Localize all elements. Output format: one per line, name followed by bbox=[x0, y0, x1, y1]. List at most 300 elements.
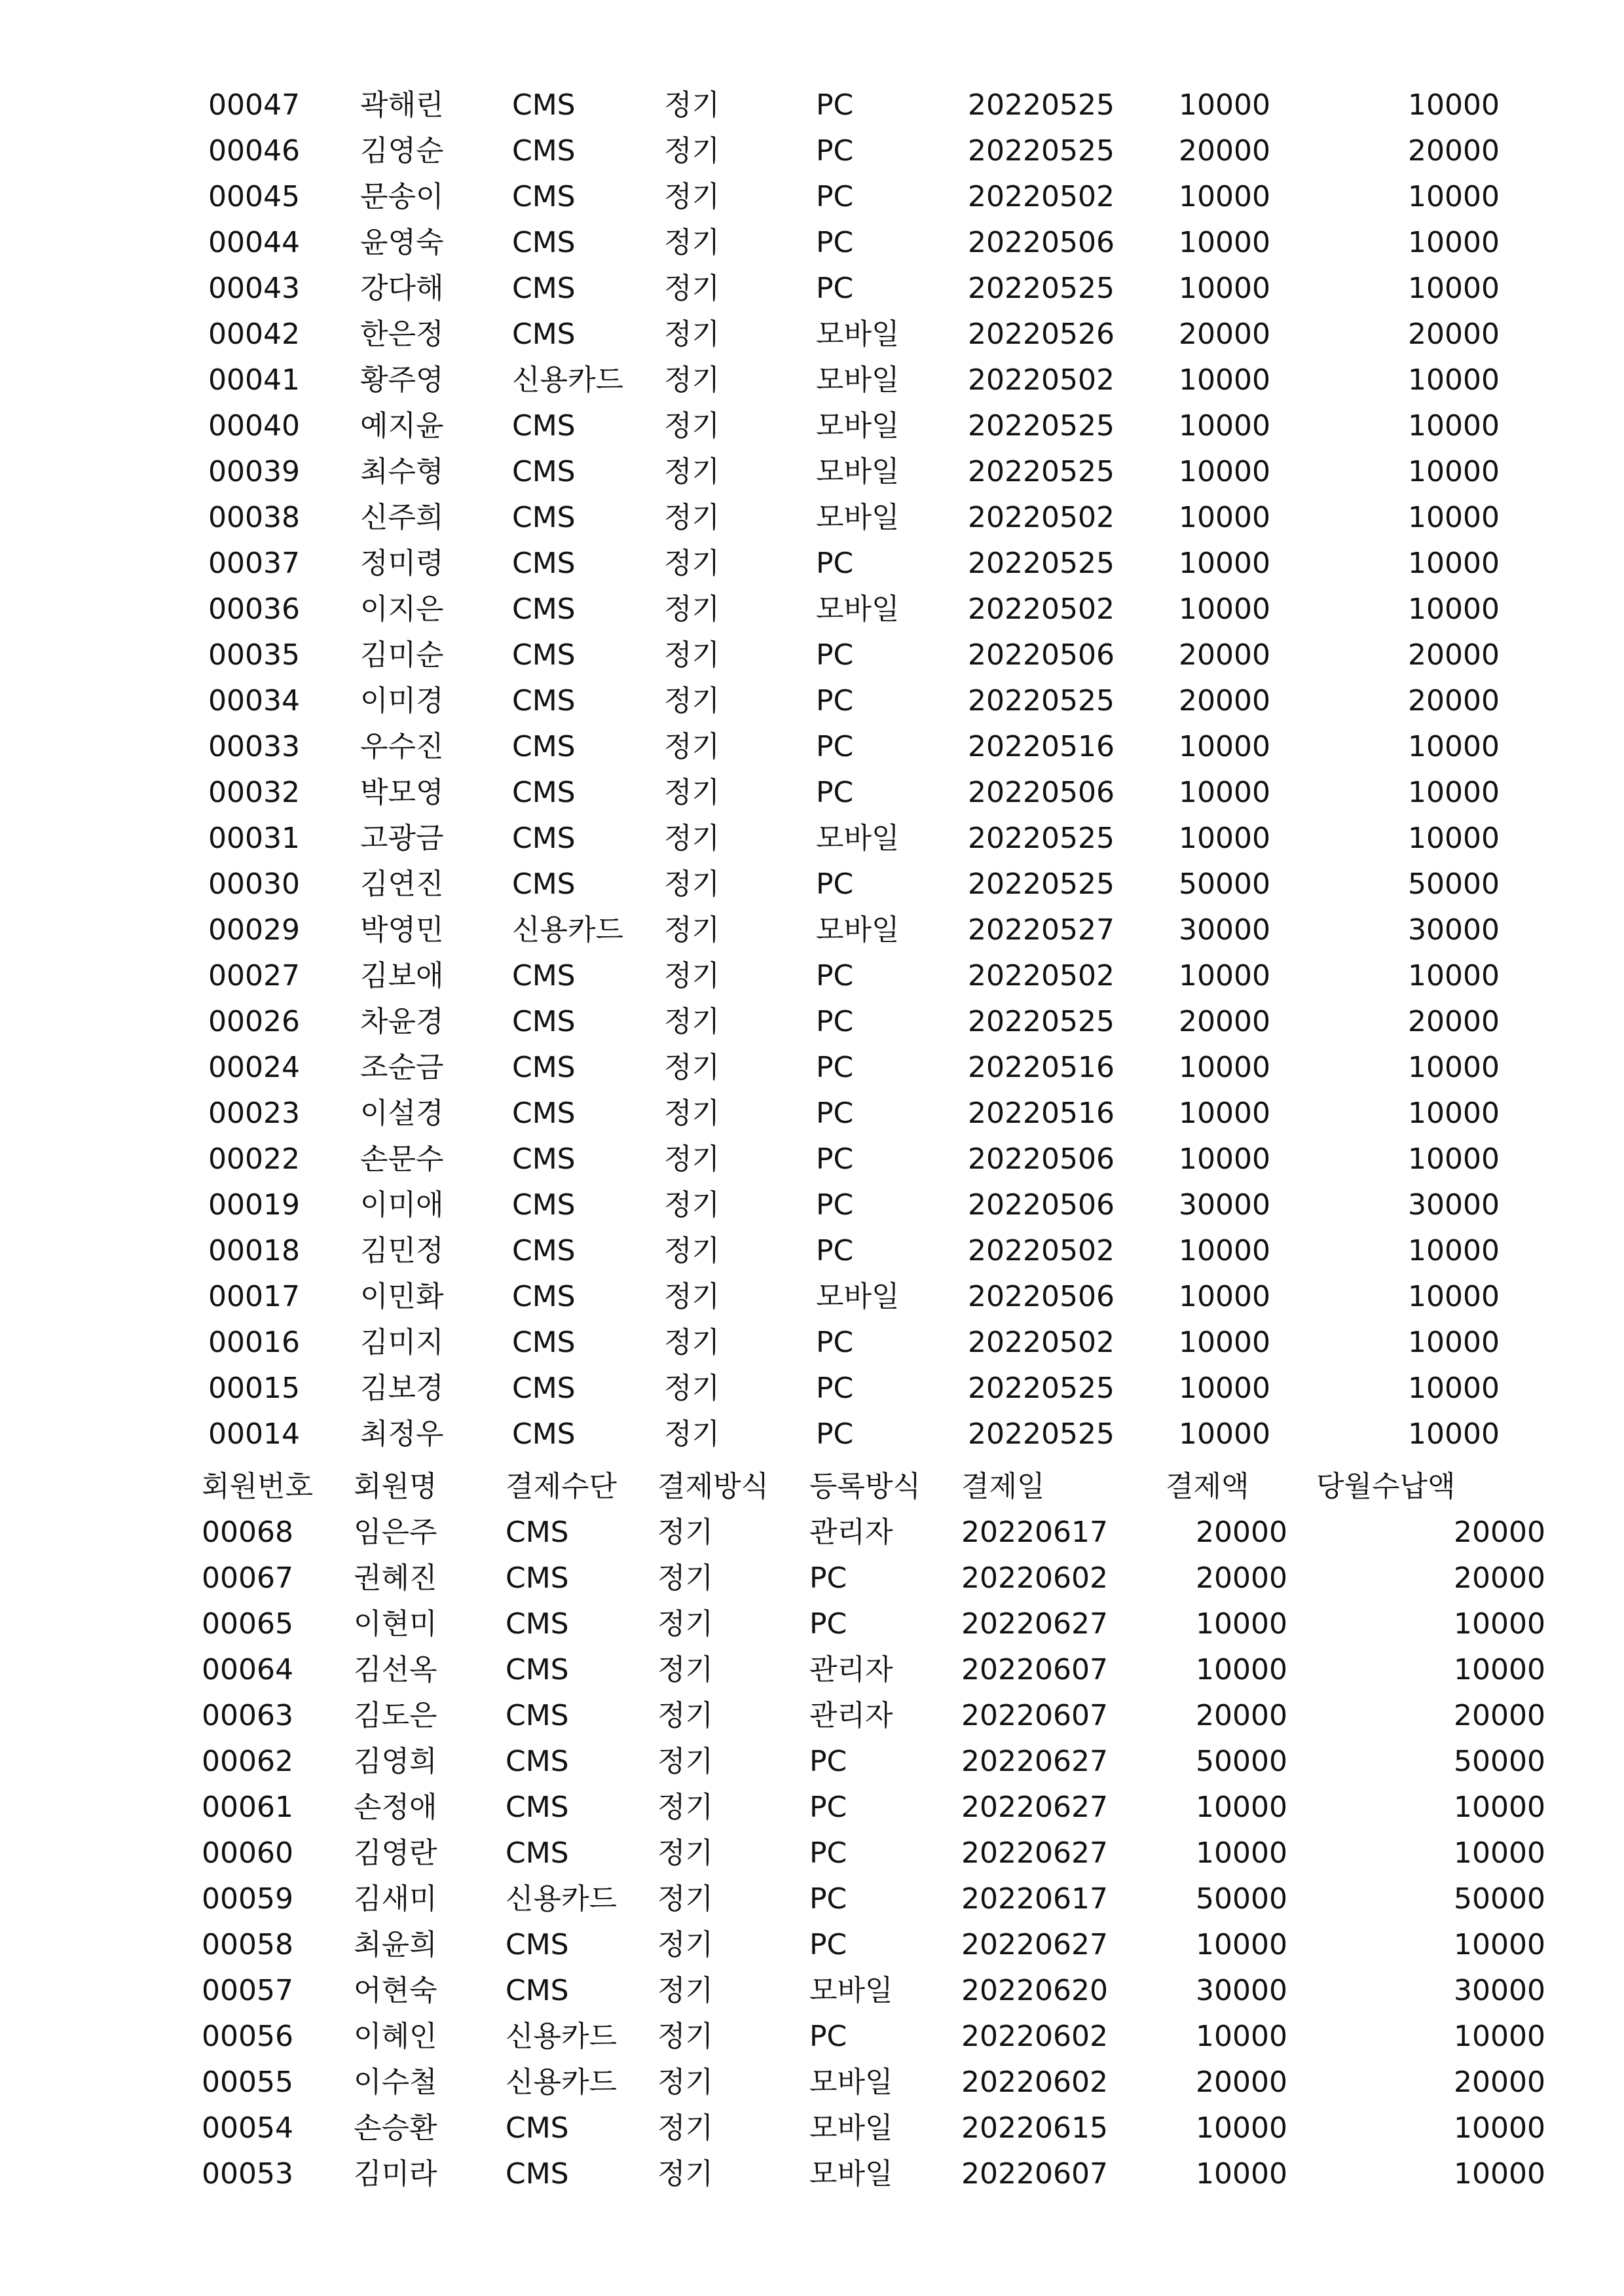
cell-member-name: 문송이 bbox=[360, 180, 444, 213]
cell-monthly-received-amount: 10000 bbox=[1408, 363, 1500, 397]
table-row bbox=[208, 770, 1500, 816]
cell-payment-type: 정기 bbox=[664, 501, 720, 534]
cell-payment-date: 20220502 bbox=[968, 1234, 1115, 1267]
cell-registration-method: PC bbox=[809, 2020, 847, 2053]
cell-payment-amount: 10000 bbox=[1179, 1051, 1270, 1084]
cell-payment-amount: 10000 bbox=[1179, 455, 1270, 488]
cell-monthly-received-amount: 10000 bbox=[1408, 547, 1500, 580]
cell-monthly-received-amount: 10000 bbox=[1454, 2157, 1545, 2191]
cell-registration-method: PC bbox=[816, 1417, 854, 1451]
column-header-member-id: 회원번호 bbox=[202, 1470, 314, 1503]
cell-payment-amount: 10000 bbox=[1179, 1142, 1270, 1176]
table-row bbox=[202, 1647, 1545, 1693]
cell-payment-method: CMS bbox=[512, 134, 576, 168]
cell-payment-amount: 30000 bbox=[1196, 1974, 1287, 2007]
cell-payment-type: 정기 bbox=[657, 1607, 714, 1641]
cell-payment-amount: 20000 bbox=[1179, 318, 1270, 351]
cell-payment-method: CMS bbox=[506, 1791, 569, 1824]
cell-member-name: 김민정 bbox=[360, 1234, 444, 1267]
cell-payment-method: CMS bbox=[512, 1417, 576, 1451]
cell-member-name: 김연진 bbox=[360, 867, 444, 901]
cell-payment-method: CMS bbox=[512, 1188, 576, 1222]
cell-member-name: 예지윤 bbox=[360, 409, 444, 443]
cell-registration-method: PC bbox=[816, 1326, 854, 1359]
cell-payment-amount: 10000 bbox=[1196, 2157, 1287, 2191]
column-header-payment-method: 결제수단 bbox=[506, 1470, 618, 1503]
cell-payment-method: CMS bbox=[512, 1326, 576, 1359]
cell-payment-type: 정기 bbox=[664, 455, 720, 488]
cell-member-id: 00026 bbox=[208, 1005, 300, 1038]
table-row bbox=[208, 1366, 1500, 1412]
cell-monthly-received-amount: 20000 bbox=[1408, 318, 1500, 351]
cell-member-id: 00065 bbox=[202, 1607, 293, 1641]
cell-payment-amount: 50000 bbox=[1196, 1745, 1287, 1778]
cell-payment-amount: 20000 bbox=[1179, 134, 1270, 168]
cell-payment-amount: 10000 bbox=[1179, 363, 1270, 397]
cell-member-id: 00053 bbox=[202, 2157, 293, 2191]
cell-payment-amount: 30000 bbox=[1179, 1188, 1270, 1222]
cell-member-name: 이미경 bbox=[360, 684, 444, 718]
cell-member-id: 00054 bbox=[202, 2111, 293, 2145]
cell-registration-method: PC bbox=[816, 959, 854, 993]
cell-payment-type: 정기 bbox=[664, 547, 720, 580]
cell-payment-date: 20220525 bbox=[968, 1372, 1115, 1405]
cell-registration-method: PC bbox=[816, 272, 854, 305]
cell-payment-method: CMS bbox=[506, 1745, 569, 1778]
cell-payment-type: 정기 bbox=[664, 134, 720, 168]
cell-monthly-received-amount: 50000 bbox=[1408, 867, 1500, 901]
cell-registration-method: 관리자 bbox=[809, 1699, 893, 1732]
cell-registration-method: 모바일 bbox=[816, 501, 900, 534]
cell-payment-type: 정기 bbox=[657, 1882, 714, 1916]
cell-payment-method: 신용카드 bbox=[512, 913, 624, 947]
cell-payment-amount: 10000 bbox=[1179, 547, 1270, 580]
cell-payment-type: 정기 bbox=[664, 409, 720, 443]
cell-payment-amount: 10000 bbox=[1179, 501, 1270, 534]
cell-payment-type: 정기 bbox=[664, 318, 720, 351]
cell-payment-type: 정기 bbox=[664, 1097, 720, 1130]
cell-payment-method: CMS bbox=[512, 501, 576, 534]
cell-payment-method: CMS bbox=[506, 1607, 569, 1641]
table-row bbox=[202, 2105, 1545, 2151]
table-row bbox=[208, 1137, 1500, 1182]
cell-payment-date: 20220516 bbox=[968, 1051, 1115, 1084]
table-row bbox=[202, 2060, 1545, 2105]
cell-registration-method: 관리자 bbox=[809, 1516, 893, 1549]
cell-member-name: 고광금 bbox=[360, 822, 444, 855]
cell-member-id: 00064 bbox=[202, 1653, 293, 1686]
cell-registration-method: 모바일 bbox=[809, 2111, 893, 2145]
cell-monthly-received-amount: 20000 bbox=[1454, 1699, 1545, 1732]
table-row bbox=[202, 1968, 1545, 2014]
cell-payment-date: 20220627 bbox=[961, 1607, 1108, 1641]
cell-member-name: 김도은 bbox=[354, 1699, 437, 1732]
cell-payment-date: 20220526 bbox=[968, 318, 1115, 351]
cell-monthly-received-amount: 10000 bbox=[1454, 2111, 1545, 2145]
cell-member-id: 00022 bbox=[208, 1142, 300, 1176]
cell-member-id: 00061 bbox=[202, 1791, 293, 1824]
cell-payment-date: 20220602 bbox=[961, 1561, 1108, 1595]
cell-payment-date: 20220502 bbox=[968, 1326, 1115, 1359]
cell-payment-method: CMS bbox=[506, 2111, 569, 2145]
column-header-member-name: 회원명 bbox=[354, 1470, 437, 1503]
cell-payment-type: 정기 bbox=[664, 776, 720, 809]
cell-registration-method: 모바일 bbox=[816, 455, 900, 488]
cell-payment-type: 정기 bbox=[657, 1516, 714, 1549]
cell-payment-amount: 10000 bbox=[1179, 1097, 1270, 1130]
cell-member-name: 이혜인 bbox=[354, 2020, 437, 2053]
cell-payment-type: 정기 bbox=[664, 180, 720, 213]
cell-payment-date: 20220525 bbox=[968, 88, 1115, 122]
cell-payment-type: 정기 bbox=[657, 2157, 714, 2191]
table-row bbox=[208, 449, 1500, 495]
table-row bbox=[202, 1601, 1545, 1647]
cell-registration-method: 모바일 bbox=[816, 409, 900, 443]
table-row bbox=[208, 678, 1500, 724]
cell-payment-method: 신용카드 bbox=[506, 2066, 618, 2099]
cell-member-id: 00045 bbox=[208, 180, 300, 213]
cell-payment-method: CMS bbox=[512, 180, 576, 213]
cell-member-name: 김새미 bbox=[354, 1882, 437, 1916]
cell-member-name: 김미순 bbox=[360, 638, 444, 672]
column-header-payment-type: 결제방식 bbox=[657, 1470, 769, 1503]
cell-payment-date: 20220506 bbox=[968, 1188, 1115, 1222]
cell-payment-amount: 10000 bbox=[1179, 1326, 1270, 1359]
cell-registration-method: PC bbox=[809, 1745, 847, 1778]
cell-payment-amount: 10000 bbox=[1179, 592, 1270, 626]
cell-payment-date: 20220516 bbox=[968, 1097, 1115, 1130]
cell-registration-method: PC bbox=[809, 1791, 847, 1824]
cell-member-id: 00036 bbox=[208, 592, 300, 626]
cell-payment-date: 20220525 bbox=[968, 822, 1115, 855]
cell-member-id: 00018 bbox=[208, 1234, 300, 1267]
cell-payment-date: 20220502 bbox=[968, 501, 1115, 534]
cell-payment-date: 20220627 bbox=[961, 1745, 1108, 1778]
cell-member-id: 00062 bbox=[202, 1745, 293, 1778]
column-header-payment-amount: 결제액 bbox=[1166, 1470, 1249, 1503]
cell-monthly-received-amount: 10000 bbox=[1408, 1234, 1500, 1267]
cell-registration-method: 모바일 bbox=[816, 1280, 900, 1313]
cell-registration-method: PC bbox=[809, 1607, 847, 1641]
cell-payment-amount: 20000 bbox=[1179, 684, 1270, 718]
table-row bbox=[208, 1091, 1500, 1137]
cell-payment-method: CMS bbox=[506, 1653, 569, 1686]
cell-registration-method: PC bbox=[816, 547, 854, 580]
cell-member-name: 임은주 bbox=[354, 1516, 437, 1549]
cell-member-name: 윤영숙 bbox=[360, 226, 444, 259]
cell-payment-amount: 10000 bbox=[1196, 1928, 1287, 1961]
cell-payment-amount: 10000 bbox=[1179, 1234, 1270, 1267]
cell-registration-method: PC bbox=[816, 1188, 854, 1222]
cell-member-id: 00034 bbox=[208, 684, 300, 718]
cell-payment-type: 정기 bbox=[664, 1417, 720, 1451]
cell-payment-date: 20220502 bbox=[968, 959, 1115, 993]
cell-payment-type: 정기 bbox=[664, 592, 720, 626]
cell-monthly-received-amount: 10000 bbox=[1454, 1836, 1545, 1870]
column-header-monthly-received-amount: 당월수납액 bbox=[1316, 1470, 1456, 1503]
cell-payment-date: 20220525 bbox=[968, 867, 1115, 901]
cell-payment-date: 20220516 bbox=[968, 730, 1115, 763]
cell-member-id: 00030 bbox=[208, 867, 300, 901]
cell-registration-method: PC bbox=[816, 180, 854, 213]
cell-payment-method: CMS bbox=[512, 1234, 576, 1267]
cell-payment-date: 20220607 bbox=[961, 1653, 1108, 1686]
cell-payment-type: 정기 bbox=[664, 363, 720, 397]
cell-member-name: 차윤경 bbox=[360, 1005, 444, 1038]
cell-monthly-received-amount: 30000 bbox=[1408, 1188, 1500, 1222]
cell-payment-date: 20220527 bbox=[968, 913, 1115, 947]
cell-payment-type: 정기 bbox=[664, 867, 720, 901]
cell-registration-method: PC bbox=[816, 88, 854, 122]
table-row bbox=[208, 1182, 1500, 1228]
cell-registration-method: PC bbox=[816, 684, 854, 718]
table-row bbox=[202, 1831, 1545, 1876]
cell-monthly-received-amount: 20000 bbox=[1454, 1561, 1545, 1595]
cell-member-name: 이지은 bbox=[360, 592, 444, 626]
cell-payment-method: CMS bbox=[506, 1561, 569, 1595]
cell-payment-type: 정기 bbox=[657, 1928, 714, 1961]
cell-payment-method: CMS bbox=[512, 1280, 576, 1313]
cell-registration-method: PC bbox=[816, 1051, 854, 1084]
cell-member-name: 이수철 bbox=[354, 2066, 437, 2099]
cell-member-name: 이민화 bbox=[360, 1280, 444, 1313]
cell-registration-method: 모바일 bbox=[816, 913, 900, 947]
cell-member-name: 이현미 bbox=[354, 1607, 437, 1641]
table-row bbox=[208, 357, 1500, 403]
cell-payment-amount: 10000 bbox=[1179, 822, 1270, 855]
cell-payment-method: CMS bbox=[512, 592, 576, 626]
cell-registration-method: PC bbox=[816, 226, 854, 259]
cell-monthly-received-amount: 10000 bbox=[1408, 592, 1500, 626]
cell-member-name: 박영민 bbox=[360, 913, 444, 947]
cell-registration-method: PC bbox=[809, 1882, 847, 1916]
cell-monthly-received-amount: 10000 bbox=[1408, 1142, 1500, 1176]
cell-payment-amount: 10000 bbox=[1196, 1791, 1287, 1824]
cell-member-name: 조순금 bbox=[360, 1051, 444, 1084]
table-row bbox=[208, 816, 1500, 862]
cell-member-id: 00027 bbox=[208, 959, 300, 993]
cell-member-name: 우수진 bbox=[360, 730, 444, 763]
cell-payment-date: 20220627 bbox=[961, 1928, 1108, 1961]
cell-member-id: 00029 bbox=[208, 913, 300, 947]
cell-payment-method: CMS bbox=[512, 1005, 576, 1038]
cell-member-id: 00043 bbox=[208, 272, 300, 305]
cell-payment-amount: 10000 bbox=[1179, 1417, 1270, 1451]
cell-member-name: 이설경 bbox=[360, 1097, 444, 1130]
cell-monthly-received-amount: 10000 bbox=[1454, 1791, 1545, 1824]
cell-monthly-received-amount: 10000 bbox=[1408, 180, 1500, 213]
cell-payment-amount: 10000 bbox=[1179, 1372, 1270, 1405]
cell-payment-date: 20220607 bbox=[961, 2157, 1108, 2191]
table-row bbox=[208, 82, 1500, 128]
cell-payment-amount: 10000 bbox=[1179, 88, 1270, 122]
cell-payment-amount: 20000 bbox=[1179, 1005, 1270, 1038]
cell-payment-type: 정기 bbox=[657, 2066, 714, 2099]
cell-monthly-received-amount: 20000 bbox=[1408, 134, 1500, 168]
cell-payment-type: 정기 bbox=[664, 226, 720, 259]
cell-monthly-received-amount: 10000 bbox=[1408, 409, 1500, 443]
payments-table-body bbox=[208, 82, 1500, 1457]
cell-monthly-received-amount: 30000 bbox=[1454, 1974, 1545, 2007]
cell-member-id: 00063 bbox=[202, 1699, 293, 1732]
cell-monthly-received-amount: 10000 bbox=[1408, 1417, 1500, 1451]
cell-member-id: 00056 bbox=[202, 2020, 293, 2053]
cell-monthly-received-amount: 10000 bbox=[1408, 776, 1500, 809]
cell-payment-type: 정기 bbox=[664, 1280, 720, 1313]
cell-payment-method: CMS bbox=[512, 959, 576, 993]
cell-payment-method: 신용카드 bbox=[512, 363, 624, 397]
cell-monthly-received-amount: 50000 bbox=[1454, 1882, 1545, 1916]
cell-monthly-received-amount: 10000 bbox=[1408, 1097, 1500, 1130]
cell-payment-amount: 20000 bbox=[1196, 1561, 1287, 1595]
cell-registration-method: PC bbox=[816, 867, 854, 901]
cell-payment-date: 20220506 bbox=[968, 638, 1115, 672]
cell-payment-date: 20220525 bbox=[968, 272, 1115, 305]
cell-payment-method: CMS bbox=[506, 1928, 569, 1961]
cell-monthly-received-amount: 20000 bbox=[1408, 638, 1500, 672]
cell-member-id: 00067 bbox=[202, 1561, 293, 1595]
cell-member-id: 00017 bbox=[208, 1280, 300, 1313]
cell-payment-amount: 20000 bbox=[1196, 1516, 1287, 1549]
cell-member-name: 이미애 bbox=[360, 1188, 444, 1222]
cell-payment-method: CMS bbox=[506, 2157, 569, 2191]
cell-payment-amount: 10000 bbox=[1196, 2111, 1287, 2145]
cell-registration-method: PC bbox=[816, 134, 854, 168]
payments-table-may bbox=[208, 82, 1500, 1457]
cell-payment-date: 20220502 bbox=[968, 363, 1115, 397]
cell-member-name: 김미라 bbox=[354, 2157, 437, 2191]
cell-registration-method: 모바일 bbox=[816, 592, 900, 626]
cell-payment-date: 20220627 bbox=[961, 1836, 1108, 1870]
cell-registration-method: PC bbox=[816, 1142, 854, 1176]
cell-member-name: 곽해린 bbox=[360, 88, 444, 122]
table-row bbox=[208, 174, 1500, 220]
table-row bbox=[208, 1274, 1500, 1320]
cell-monthly-received-amount: 20000 bbox=[1454, 1516, 1545, 1549]
table-row bbox=[208, 587, 1500, 632]
cell-monthly-received-amount: 10000 bbox=[1408, 959, 1500, 993]
cell-member-name: 최정우 bbox=[360, 1417, 444, 1451]
cell-payment-method: CMS bbox=[512, 730, 576, 763]
cell-member-id: 00032 bbox=[208, 776, 300, 809]
cell-payment-date: 20220525 bbox=[968, 1005, 1115, 1038]
cell-registration-method: PC bbox=[809, 1928, 847, 1961]
cell-payment-method: CMS bbox=[512, 867, 576, 901]
cell-payment-method: CMS bbox=[512, 409, 576, 443]
cell-payment-method: CMS bbox=[512, 88, 576, 122]
cell-member-name: 한은정 bbox=[360, 318, 444, 351]
cell-payment-date: 20220502 bbox=[968, 592, 1115, 626]
cell-registration-method: PC bbox=[816, 1097, 854, 1130]
cell-payment-method: 신용카드 bbox=[506, 2020, 618, 2053]
cell-member-id: 00014 bbox=[208, 1417, 300, 1451]
cell-payment-amount: 50000 bbox=[1179, 867, 1270, 901]
cell-payment-amount: 10000 bbox=[1179, 409, 1270, 443]
cell-payment-type: 정기 bbox=[664, 1326, 720, 1359]
cell-payment-amount: 20000 bbox=[1196, 1699, 1287, 1732]
cell-member-id: 00057 bbox=[202, 1974, 293, 2007]
table-row bbox=[202, 1693, 1545, 1739]
cell-payment-date: 20220627 bbox=[961, 1791, 1108, 1824]
table-row bbox=[202, 1556, 1545, 1601]
cell-payment-type: 정기 bbox=[657, 2020, 714, 2053]
table-row bbox=[208, 1228, 1500, 1274]
cell-member-name: 최수형 bbox=[360, 455, 444, 488]
cell-monthly-received-amount: 10000 bbox=[1454, 1653, 1545, 1686]
table-row bbox=[208, 1045, 1500, 1091]
cell-payment-method: CMS bbox=[512, 684, 576, 718]
cell-payment-type: 정기 bbox=[664, 1051, 720, 1084]
cell-registration-method: 모바일 bbox=[816, 318, 900, 351]
cell-monthly-received-amount: 50000 bbox=[1454, 1745, 1545, 1778]
cell-monthly-received-amount: 20000 bbox=[1454, 2066, 1545, 2099]
cell-payment-amount: 10000 bbox=[1196, 1653, 1287, 1686]
table-row bbox=[208, 999, 1500, 1045]
cell-monthly-received-amount: 30000 bbox=[1408, 913, 1500, 947]
cell-registration-method: PC bbox=[816, 776, 854, 809]
table-row bbox=[208, 1412, 1500, 1457]
table-row bbox=[202, 2151, 1545, 2197]
cell-payment-amount: 10000 bbox=[1179, 1280, 1270, 1313]
cell-payment-amount: 10000 bbox=[1179, 272, 1270, 305]
cell-member-id: 00059 bbox=[202, 1882, 293, 1916]
table-row bbox=[208, 403, 1500, 449]
cell-member-name: 강다해 bbox=[360, 272, 444, 305]
cell-member-id: 00035 bbox=[208, 638, 300, 672]
cell-registration-method: PC bbox=[816, 1005, 854, 1038]
cell-payment-date: 20220506 bbox=[968, 1280, 1115, 1313]
table-row bbox=[208, 907, 1500, 953]
cell-monthly-received-amount: 20000 bbox=[1408, 1005, 1500, 1038]
cell-member-id: 00024 bbox=[208, 1051, 300, 1084]
cell-monthly-received-amount: 10000 bbox=[1408, 1280, 1500, 1313]
cell-member-name: 최윤희 bbox=[354, 1928, 437, 1961]
cell-payment-method: CMS bbox=[506, 1516, 569, 1549]
cell-member-id: 00016 bbox=[208, 1326, 300, 1359]
cell-member-id: 00042 bbox=[208, 318, 300, 351]
cell-monthly-received-amount: 10000 bbox=[1454, 1928, 1545, 1961]
cell-payment-method: CMS bbox=[512, 318, 576, 351]
table-row bbox=[208, 266, 1500, 312]
cell-payment-type: 정기 bbox=[664, 822, 720, 855]
cell-payment-method: CMS bbox=[512, 272, 576, 305]
column-header-payment-date: 결제일 bbox=[961, 1470, 1045, 1503]
cell-payment-date: 20220602 bbox=[961, 2020, 1108, 2053]
cell-monthly-received-amount: 10000 bbox=[1454, 2020, 1545, 2053]
table-row bbox=[202, 1922, 1545, 1968]
cell-member-name: 김영희 bbox=[354, 1745, 437, 1778]
cell-payment-type: 정기 bbox=[657, 1791, 714, 1824]
table-row bbox=[202, 2014, 1545, 2060]
payments-table-june bbox=[202, 1464, 1545, 2197]
cell-payment-method: CMS bbox=[512, 638, 576, 672]
cell-registration-method: PC bbox=[816, 730, 854, 763]
cell-payment-method: CMS bbox=[512, 776, 576, 809]
cell-monthly-received-amount: 10000 bbox=[1408, 822, 1500, 855]
cell-member-id: 00060 bbox=[202, 1836, 293, 1870]
cell-payment-amount: 10000 bbox=[1179, 730, 1270, 763]
cell-payment-date: 20220502 bbox=[968, 180, 1115, 213]
cell-monthly-received-amount: 10000 bbox=[1408, 88, 1500, 122]
cell-payment-method: CMS bbox=[512, 455, 576, 488]
cell-payment-method: 신용카드 bbox=[506, 1882, 618, 1916]
cell-registration-method: 모바일 bbox=[809, 2066, 893, 2099]
cell-payment-method: CMS bbox=[512, 1051, 576, 1084]
cell-payment-date: 20220506 bbox=[968, 776, 1115, 809]
cell-member-id: 00023 bbox=[208, 1097, 300, 1130]
cell-member-id: 00044 bbox=[208, 226, 300, 259]
table-row bbox=[208, 541, 1500, 587]
